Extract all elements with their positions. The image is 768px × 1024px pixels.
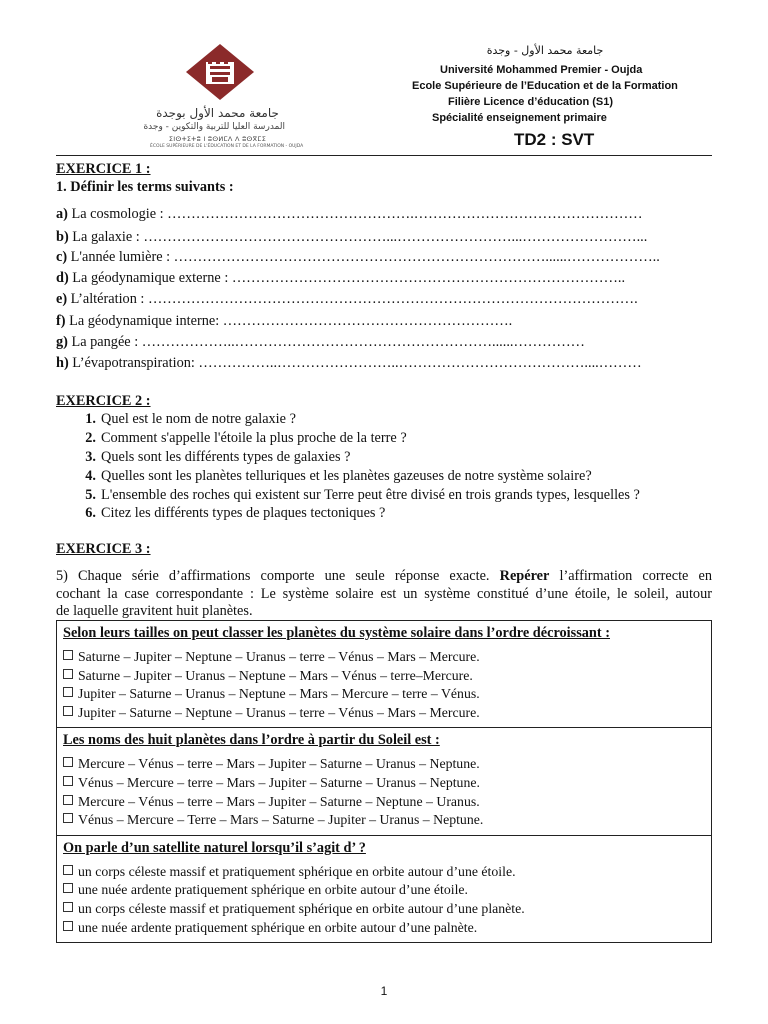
checkbox-icon[interactable]: [63, 687, 73, 697]
question-number: 6.: [85, 505, 96, 521]
question-number: 1.: [85, 411, 96, 427]
logo-arabic-name: جامعة محمد الأول بوجدة: [156, 106, 279, 120]
checkbox-icon[interactable]: [63, 776, 73, 786]
definition-item: [56, 228, 647, 246]
definition-item: [56, 312, 512, 330]
checkbox-icon[interactable]: [63, 795, 73, 805]
mcq-cell: [57, 835, 712, 942]
item-text: La pangée : ………………..………………………………………………......……………: [67, 334, 585, 350]
option-text: Mercure – Vénus – terre – Mars – Jupiter – Saturne – Neptune – Uranus.: [78, 793, 480, 809]
intro-line: [56, 568, 712, 586]
logo-emblem-icon: [150, 42, 290, 108]
item-letter: h): [56, 355, 69, 371]
question-number: 3.: [85, 449, 96, 465]
checkbox-icon[interactable]: [63, 813, 73, 823]
logo-french-caption: ÉCOLE SUPÉRIEURE DE L'ÉDUCATION ET DE LA FORMATION - OUJDA: [150, 144, 304, 149]
mcq-option[interactable]: [63, 685, 705, 704]
mcq-option[interactable]: [63, 863, 705, 882]
option-text: une nuée ardente pratiquement sphérique en orbite autour d’une étoile.: [78, 882, 468, 898]
item-letter: d): [56, 270, 69, 286]
header-divider: [56, 155, 712, 156]
question-number: 5.: [85, 487, 96, 503]
option-text: Mercure – Vénus – terre – Mars – Jupiter – Saturne – Uranus – Neptune.: [78, 756, 480, 772]
filiere-label: Filière Licence d’éducation (S1): [448, 96, 614, 108]
intro-line: cochant la case correspondante : Le système solaire est un système constitué d’une étoile, le soleil, autour: [56, 585, 712, 602]
mcq-option[interactable]: [63, 919, 705, 938]
item-text: La géodynamique externe : ………………………………………………………………………..: [68, 270, 626, 286]
option-text: Vénus – Mercure – Terre – Mars – Saturne – Jupiter – Uranus – Neptune.: [78, 812, 484, 828]
mcq-option[interactable]: [63, 811, 705, 830]
item-text: La cosmologie : …………………………………………….…………………………………………: [67, 206, 643, 222]
checkbox-icon[interactable]: [63, 883, 73, 893]
definition-item: [56, 269, 625, 287]
checkbox-icon[interactable]: [63, 865, 73, 875]
option-text: Vénus – Mercure – terre – Mars – Jupiter – Saturne – Uranus – Neptune.: [78, 774, 480, 790]
question-text: Quels sont les différents types de galaxies ?: [101, 449, 351, 465]
option-text: Saturne – Jupiter – Neptune – Uranus – terre – Vénus – Mars – Mercure.: [78, 649, 480, 664]
mcq-block: [57, 728, 712, 835]
question-number: 2.: [85, 430, 96, 446]
item-letter: g): [56, 334, 68, 350]
item-letter: a): [56, 206, 68, 222]
definition-item: [56, 290, 638, 308]
question-text: Comment s'appelle l'étoile la plus proche de la terre ?: [101, 430, 407, 446]
mcq-heading: Selon leurs tailles on peut classer les planètes du système solaire dans l’ordre décroissant :: [63, 625, 610, 641]
option-text: Jupiter – Saturne – Uranus – Neptune – Mars – Mercure – terre – Vénus.: [78, 686, 480, 702]
checkbox-icon[interactable]: [63, 757, 73, 767]
mcq-option[interactable]: [63, 755, 705, 774]
item-text: L'année lumière : ……………………………………………………………………......………………..: [67, 249, 660, 265]
mcq-block: [57, 835, 712, 942]
item-text: L’altération : ………………………………………………………………………………………….: [67, 291, 638, 307]
option-text: Jupiter – Saturne – Neptune – Uranus – terre – Vénus – Mars – Mercure.: [78, 704, 480, 720]
question-text: Quel est le nom de notre galaxie ?: [101, 411, 296, 427]
question-number: 4.: [85, 468, 96, 484]
definition-item: [56, 333, 585, 351]
specialite-label: Spécialité enseignement primaire: [432, 112, 607, 124]
arabic-university-title: جامعة محمد الأول - وجدة: [486, 44, 604, 57]
definition-item: [56, 354, 642, 372]
school-name: Ecole Supérieure de l’Education et de la Formation: [412, 80, 678, 92]
intro-text: l’affirmation correcte en: [549, 568, 713, 584]
exercise-2-title: EXERCICE 2 :: [56, 393, 151, 409]
checkbox-icon[interactable]: [63, 902, 73, 912]
checkbox-icon[interactable]: [63, 669, 73, 679]
mcq-option[interactable]: [63, 900, 705, 919]
question-text: L'ensemble des roches qui existent sur Terre peut être divisé en trois grands types, lesquelles ?: [101, 487, 640, 503]
definition-item: [56, 205, 643, 223]
intro-line: de laquelle gravitent huit planètes.: [56, 603, 253, 619]
mcq-heading: On parle d’un satellite naturel lorsqu’il s’agit d’ ?: [63, 839, 366, 856]
mcq-option[interactable]: [63, 881, 705, 900]
exercise-1-title: EXERCICE 1 :: [56, 161, 151, 177]
checkbox-icon[interactable]: [63, 650, 73, 660]
intro-keyword: Repérer: [499, 568, 550, 584]
item-letter: b): [56, 229, 69, 245]
logo-arabic-school: المدرسة العليا للتربية والتكوين - وجدة: [143, 122, 285, 132]
item-text: L’évapotranspiration: ……………..……………………..…………………………………....………: [68, 355, 642, 371]
item-letter: c): [56, 249, 68, 265]
mcq-option[interactable]: [63, 704, 705, 723]
page-number: 1: [380, 984, 388, 998]
item-text: La galaxie : ……………………………………………...……………………...……………………...: [68, 229, 648, 245]
mcq-cell: [57, 621, 712, 728]
mcq-option[interactable]: [63, 793, 705, 812]
mcq-option[interactable]: [63, 648, 705, 667]
option-text: un corps céleste massif et pratiquement sphérique en orbite autour d’une étoile.: [78, 863, 516, 879]
mcq-cell: [57, 728, 712, 835]
exercise-3-intro: [56, 568, 712, 621]
item-letter: e): [56, 291, 68, 307]
option-text: une nuée ardente pratiquement sphérique en orbite autour d’une palnète.: [78, 919, 478, 935]
exercise-3-title: EXERCICE 3 :: [56, 541, 151, 557]
option-text: un corps céleste massif et pratiquement sphérique en orbite autour d’une planète.: [78, 900, 525, 916]
item-letter: f): [56, 313, 66, 329]
mcq-heading: Les noms des huit planètes dans l’ordre à partir du Soleil est :: [63, 732, 440, 749]
document-title: TD2 : SVT: [514, 130, 595, 149]
item-text: La géodynamique interne: …………………………………………………….: [65, 313, 513, 329]
checkbox-icon[interactable]: [63, 706, 73, 716]
intro-text: 5) Chaque série d’affirmations comporte une seule réponse exacte.: [56, 568, 500, 584]
mcq-option[interactable]: [63, 667, 705, 686]
mcq-table: [56, 620, 712, 943]
question-text: Citez les différents types de plaques tectoniques ?: [101, 505, 386, 521]
exercise-1-question: 1. Définir les terms suivants :: [56, 179, 234, 195]
checkbox-icon[interactable]: [63, 921, 73, 931]
university-name: Université Mohammed Premier - Oujda: [440, 64, 643, 76]
logo-tifinagh: ⵉⵏⵙⵜⵉⵜⵓ ⵏ ⵓⵙⵍⵎⴷ ⴷ ⵓⵙⴳⵎⵉ: [168, 135, 267, 143]
mcq-option[interactable]: [63, 774, 705, 793]
question-text: Quelles sont les planètes telluriques et les planètes gazeuses de notre système solaire?: [101, 468, 592, 484]
definition-item: [56, 248, 660, 266]
mcq-block: [57, 621, 712, 728]
option-text: Saturne – Jupiter – Uranus – Neptune – Mars – Vénus – terre–Mercure.: [78, 667, 473, 683]
